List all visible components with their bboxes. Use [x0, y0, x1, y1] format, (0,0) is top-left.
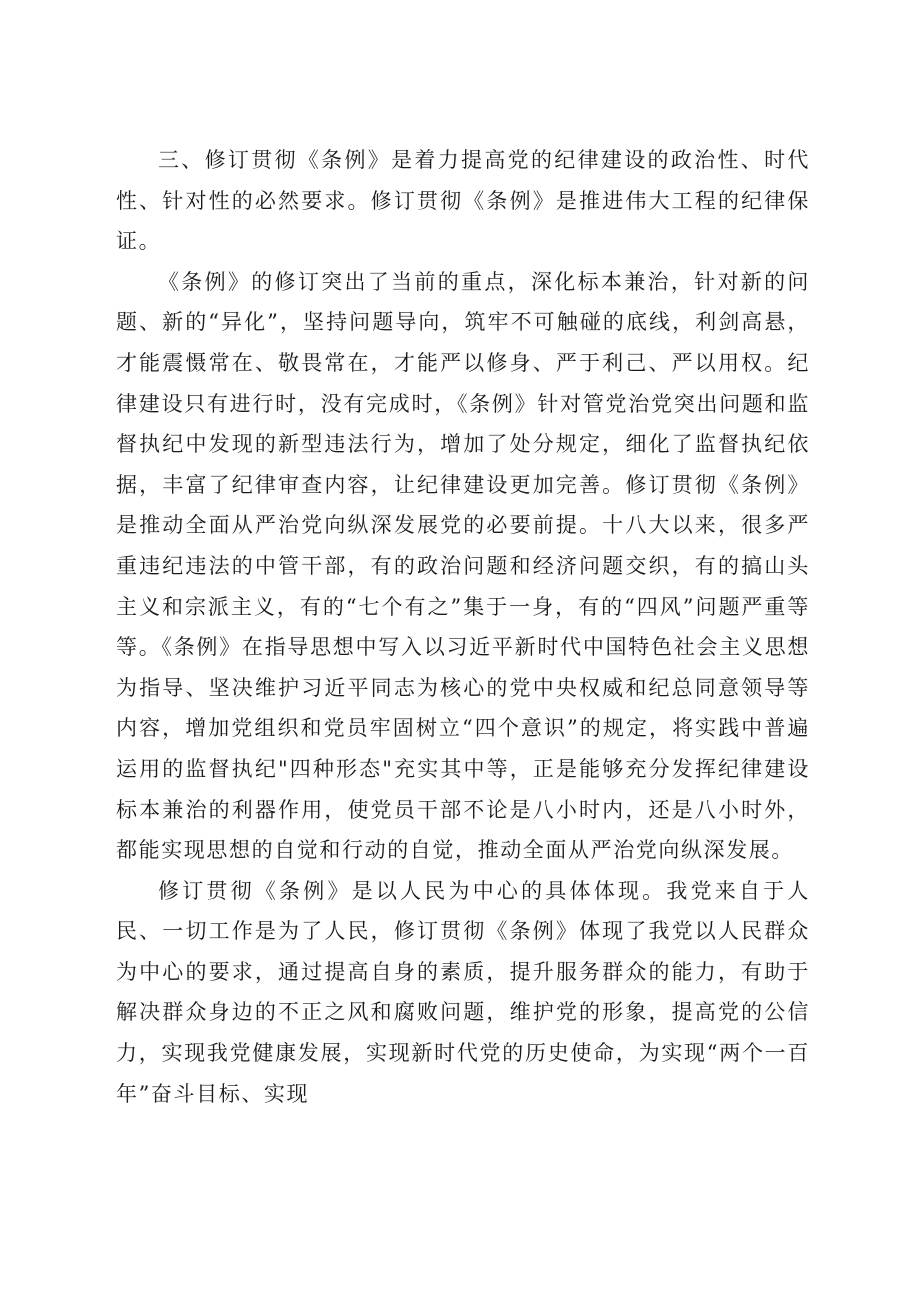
document-body: [116, 140, 810, 1114]
paragraph-regulation-revision: 《条例》的修订突出了当前的重点，深化标本兼治，针对新的问题、新的“异化”，坚持问题导向，筑牢不可触碰的底线，利剑高悬，才能震慑常在、敬畏常在，才能严以修身、严于利己、严以用权。纪律建设只有进行时，没有完成时，《条例》针对管党治党突出问题和监督执纪中发现的新型违法行为，增加了处分规定，细化了监督执纪依据，丰富了纪律审查内容，让纪律建设更加完善。修订贯彻《条例》是推动全面从严治党向纵深发展党的必要前提。十八大以来，很多严重违纪违法的中管干部，有的政治问题和经济问题交织，有的搞山头主义和宗派主义，有的“七个有之”集于一身，有的“四风”问题严重等等。《条例》在指导思想中写入以习近平新时代中国特色社会主义思想为指导、坚决维护习近平同志为核心的党中央权威和纪总同意领导等内容，增加党组织和党员牢固树立“四个意识”的规定，将实践中普遍运用的监督执纪"四种形态"充实其中等，正是能够充分发挥纪律建设标本兼治的利器作用，使党员干部不论是八小时内，还是八小时外，都能实现思想的自觉和行动的自觉，推动全面从严治党向纵深发展。: [116, 269, 810, 863]
paragraph-people-centered: 修订贯彻《条例》是以人民为中心的具体体现。我党来自于人民、一切工作是为了人民，修订贯彻《条例》体现了我党以人民群众为中心的要求，通过提高自身的素质，提升服务群众的能力，有助于解决群众身边的不正之风和腐败问题，维护党的形象，提高党的公信力，实现我党健康发展，实现新时代党的历史使命，为实现“两个一百年”奋斗目标、实现: [116, 878, 810, 1106]
paragraph-section-three-intro: 三、修订贯彻《条例》是着力提高党的纪律建设的政治性、时代性、针对性的必然要求。修订贯彻《条例》是推进伟大工程的纪律保证。: [116, 148, 810, 254]
